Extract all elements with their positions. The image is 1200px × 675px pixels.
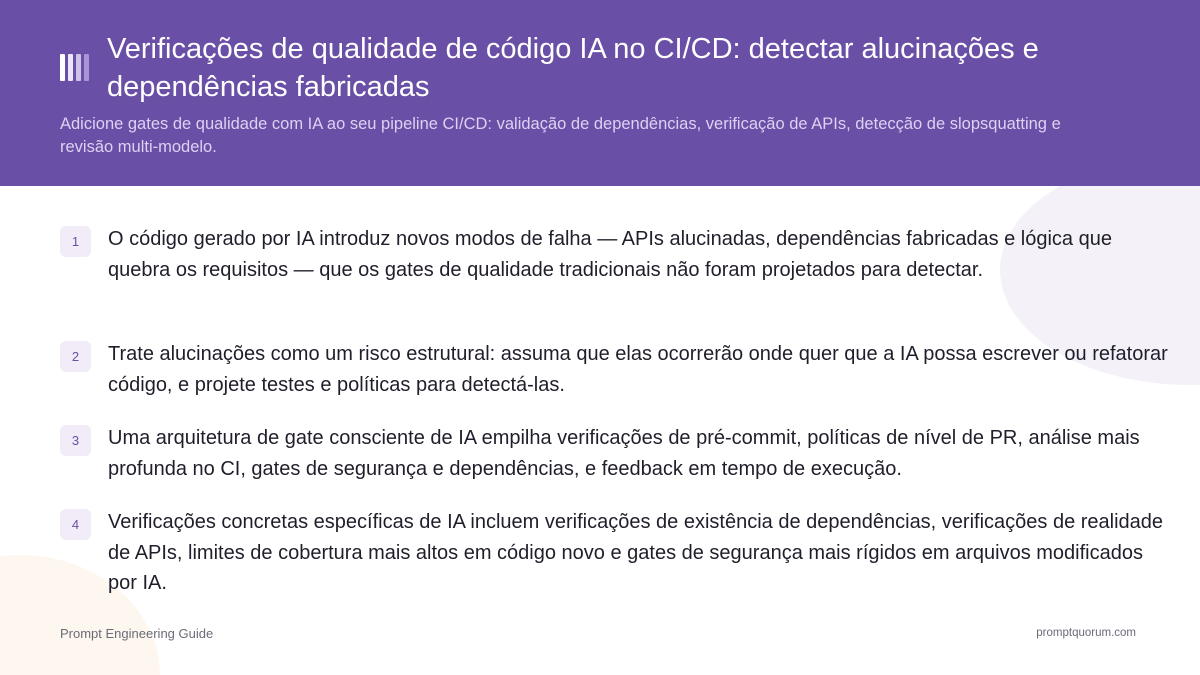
header-banner xyxy=(0,0,1200,186)
page-subtitle: Adicione gates de qualidade com IA ao seu pipeline CI/CD: validação de dependências, verificação de APIs, detecção de slopsquatting e revisão multi-modelo. xyxy=(60,115,1061,156)
page-title: Verificações de qualidade de código IA no CI/CD: detectar alucinações e dependências fabricadas xyxy=(107,33,1039,103)
item-number-badge: 4 xyxy=(60,509,91,540)
item-text: O código gerado por IA introduz novos modos de falha — APIs alucinadas, dependências fabricadas e lógica que quebra os requisitos — que os gates de qualidade tradicionais não foram projetados para detectar. xyxy=(108,228,1112,281)
footer-guide-label: Prompt Engineering Guide xyxy=(60,626,214,641)
item-number-badge: 2 xyxy=(60,341,91,372)
item-text: Trate alucinações como um risco estrutural: assuma que elas ocorrerão onde quer que a IA possa escrever ou refatorar código, e projete testes e políticas para detectá-las. xyxy=(108,343,1168,396)
item-text: Uma arquitetura de gate consciente de IA empilha verificações de pré-commit, políticas de nível de PR, análise mais profunda no CI, gates de segurança e dependências, e feedback em tempo de execução. xyxy=(108,427,1140,480)
item-text: Verificações concretas específicas de IA incluem verificações de existência de dependências, verificações de realidade de APIs, limites de cobertura mais altos em código novo e gates de segurança mais rígidos em arquivos modificados por IA. xyxy=(108,511,1164,594)
item-number-badge: 3 xyxy=(60,425,91,456)
item-number-badge: 1 xyxy=(60,226,91,257)
bars-logo-icon xyxy=(60,54,94,81)
footer-site-link[interactable]: promptquorum.com xyxy=(1036,627,1136,639)
